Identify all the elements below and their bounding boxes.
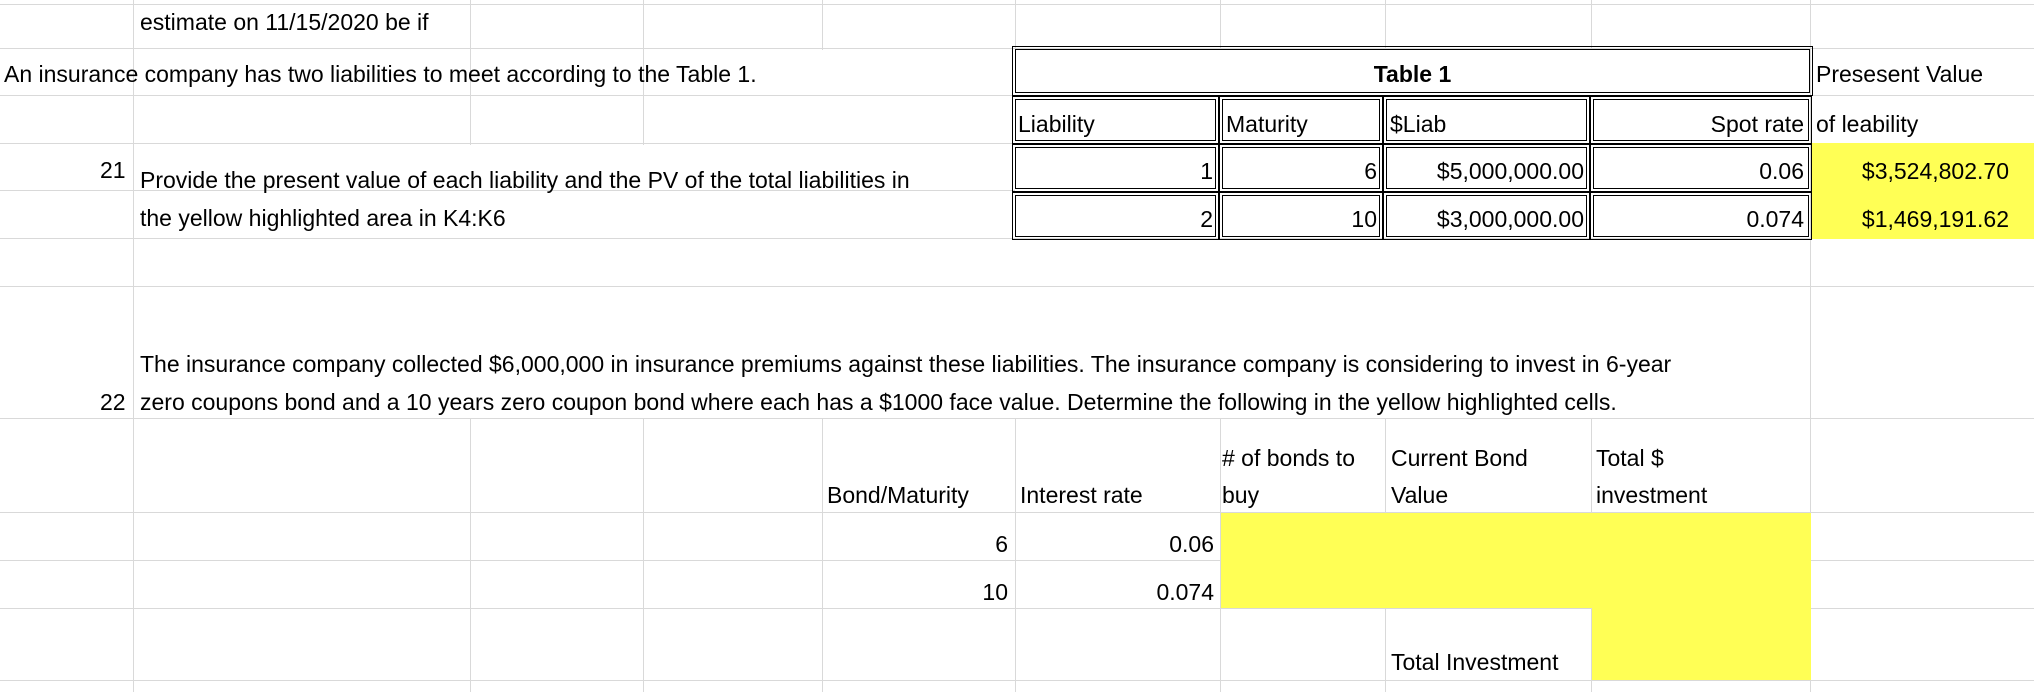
table1-spot-value: 0.06 [1759,158,1804,184]
table1-liability-value: 1 [1200,158,1213,184]
gridline [0,680,2034,681]
gridline [1385,0,1386,50]
estimate-text: estimate on 11/15/2020 be if [140,9,429,35]
table1-title: Table 1 [1373,61,1452,87]
total-investment-label: Total Investment [1391,649,1559,675]
question-text: The insurance company collected $6,000,000 in insurance premiums against these liabilities. The insurance company is considering to invest in 6-year [140,351,1672,377]
table1-liab-value: $5,000,000.00 [1436,158,1584,184]
intro-text: An insurance company has two liabilities to meet according to the Table 1. [4,61,757,87]
bond-header-total: Total $ [1596,445,1664,471]
total-investment-cell[interactable] [1592,608,1811,680]
table1-liability-value: 2 [1200,206,1213,232]
question-text: zero coupons bond and a 10 years zero coupon bond where each has a $1000 face value. Determine the following in the yellow highlighted cells. [140,389,1617,415]
gridline [643,418,644,692]
gridline [0,418,2034,419]
bond-header-num: # of bonds to [1222,445,1355,471]
table1-header-liab: $Liab [1390,111,1447,137]
table1-maturity-value: 10 [1351,206,1377,232]
gridline [133,0,134,692]
bond-header-num: buy [1222,482,1260,508]
table1-header-maturity: Maturity [1226,111,1308,137]
table1-maturity-value: 6 [1364,158,1377,184]
gridline [1591,0,1592,50]
table1-header-liability: Liability [1018,111,1095,137]
question-number: 21 [100,157,126,183]
gridline [1220,0,1221,50]
bond-rate-value: 0.06 [1169,531,1214,557]
pv-header: Presesent Value [1816,61,1984,87]
bond-header-current: Current Bond [1391,445,1528,471]
bond-header-total: investment [1596,482,1708,508]
gridline [1015,0,1016,50]
pv-value-cell[interactable]: $3,524,802.70 [1861,158,2009,184]
table1-spot-value: 0.074 [1746,206,1804,232]
gridline [822,0,823,50]
bond-input-area[interactable] [1221,513,1811,608]
bond-rate-value: 0.074 [1156,579,1214,605]
bond-header-bond: Bond/Maturity [827,482,969,508]
table1-liab-value: $3,000,000.00 [1436,206,1584,232]
pv-header: of leability [1816,111,1919,137]
pv-value-cell[interactable]: $1,469,191.62 [1861,206,2009,232]
bond-header-current: Value [1391,482,1449,508]
gridline [0,286,2034,287]
table1-header-spot-rate: Spot rate [1710,111,1804,137]
gridline [470,418,471,692]
question-text: Provide the present value of each liability and the PV of the total liabilities in [140,167,910,193]
question-text: the yellow highlighted area in K4:K6 [140,205,506,231]
question-number: 22 [100,389,126,415]
gridline [0,143,1015,144]
bond-maturity-value: 10 [982,579,1008,605]
gridline [0,4,2034,5]
bond-maturity-value: 6 [995,531,1008,557]
bond-header-rate: Interest rate [1020,482,1143,508]
